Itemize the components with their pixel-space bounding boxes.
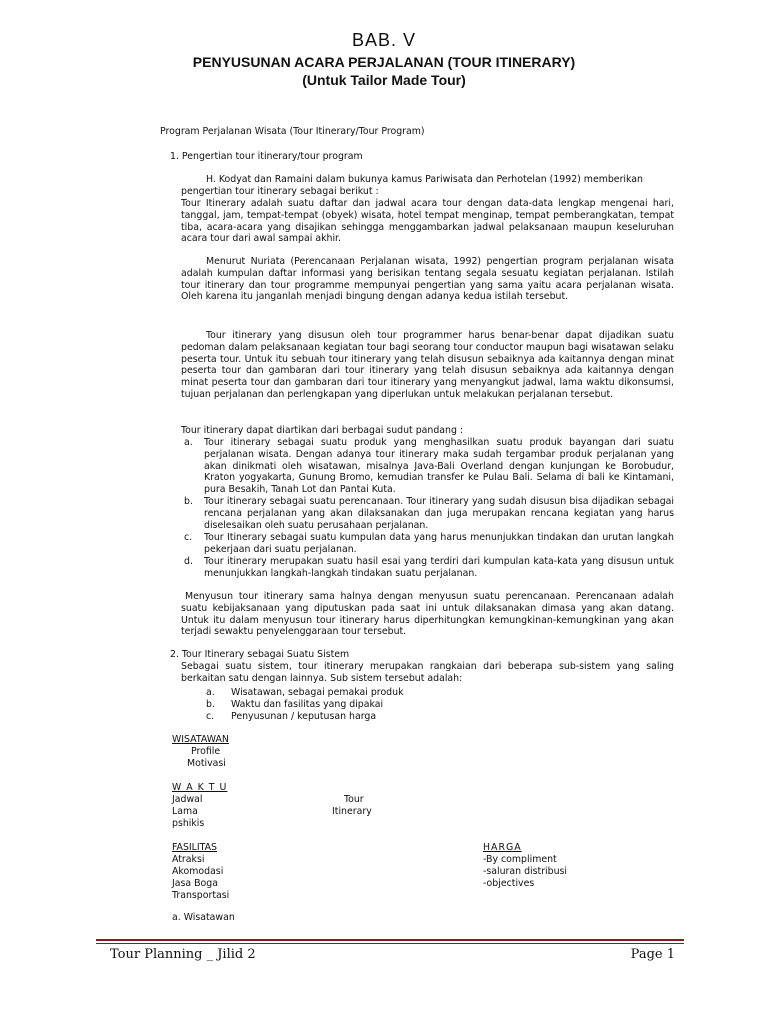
chapter-number: BAB. V	[351, 30, 417, 50]
harga-item: -By compliment	[483, 854, 557, 865]
list-marker: c.	[184, 532, 193, 543]
chapter-title: PENYUSUNAN ACARA PERJALANAN (TOUR ITINERARY)	[192, 54, 576, 70]
point1-p1-line2: pengertian tour itinerary sebagai berikut :	[181, 186, 379, 197]
list-item: Tour itinerary sebagai suatu produk yang menghasilkan suatu produk bayangan dari suatu perjalanan wisata. Dengan adanya tour itinerary maka sudah tergambar produk perjalanan yang akan dinikmati oleh wisatawan, misalnya Java-Bali Overland dengan kunjungan ke Borobudur, Kraton yogyakarta, Gunung Bromo, kemudian transfer ke Pulau Bali. Selama di bali ke Kintamani, pura Besakih, Tanah Lot dan Pantai Kuta.	[204, 437, 674, 496]
waktu-item: Lama	[172, 806, 198, 817]
harga-label: HARGA	[483, 842, 522, 853]
list-item: Tour Itinerary sebagai suatu kumpulan data yang harus menunjukkan tindakan dan urutan langkah pekerjaan dari suatu perjalanan.	[204, 532, 674, 555]
waktu-item: pshikis	[172, 818, 205, 829]
list-item: Tour itinerary sebagai suatu perencanaan. Tour itinerary yang sudah disusun bisa dijadikan sebagai rencana perjalanan yang akan dilaksanakan dan juga merupakan rencana kegiatan yang harus diselesaikan oleh suatu perusahaan perjalanan.	[204, 496, 674, 531]
wisatawan-label: WISATAWAN	[172, 734, 229, 745]
wisatawan-item: Profile	[191, 746, 221, 757]
waktu-item: Jadwal	[172, 794, 203, 805]
footer-title: Tour Planning _ Jilid 2	[110, 947, 256, 962]
subsystem-item: Wisatawan, sebagai pemakai produk	[231, 687, 404, 698]
chapter-subtitle: (Untuk Tailor Made Tour)	[302, 72, 466, 88]
point1-paragraph4: Menyusun tour itinerary sama halnya dengan menyusun suatu perencanaan. Perencanaan adalah suatu kebijaksanaan yang diputuskan pada saat ini untuk dilaksanakan dimasa yang akan datang. Untuk itu dalam menyusun tour itinerary harus diperhitungkan kemungkinan-kemungkinan yang akan terjadi sewaktu penyelenggaraan tour tersebut.	[181, 591, 674, 638]
harga-item: -objectives	[483, 878, 535, 889]
point1-paragraph3: Tour itinerary yang disusun oleh tour programmer harus benar-benar dapat dijadikan suatu pedoman dalam pelaksanaan kegiatan tour bagi seorang tour conductor maupun bagi wisatawan selaku peserta tour. Untuk itu sebuah tour itinerary yang telah disusun sebaiknya ada kaitannya dengan minat peserta tour dan gambaran dari tour itinerary yang telah disusun sebaiknya ada kaitannya dengan minat peserta tour dan gambaran dari tour itinerary yang menyangkut jadwal, lama waktu dikonsumsi, tujuan perjalanan dan perlengkapan yang diperlukan untuk melakukan perjalanan tersebut.	[181, 330, 674, 400]
list-marker: d.	[184, 556, 193, 567]
harga-item: -saluran distribusi	[483, 866, 568, 877]
wisatawan-item: Motivasi	[187, 758, 226, 769]
fasilitas-item: Akomodasi	[172, 866, 224, 877]
subsystem-marker: b.	[206, 699, 215, 710]
point1-heading: 1. Pengertian tour itinerary/tour program	[170, 151, 363, 162]
point1-paragraph2: Menurut Nuriata (Perencanaan Perjalanan wisata, 1992) pengertian program perjalanan wisata adalah kumpulan daftar informasi yang berisikan tentang segala sesuatu kegiatan perjalanan. Istilah tour itinerary dan tour programme mempunyai pengertian yang sama yaitu acara perjalanan wisata. Oleh karena itu janganlah menjadi bingung dengan adanya kedua istilah tersebut.	[181, 256, 674, 303]
list-marker: b.	[184, 496, 193, 507]
waktu-label: W A K T U	[172, 782, 228, 793]
section-heading: Program Perjalanan Wisata (Tour Itinerary/Tour Program)	[160, 126, 425, 137]
point1-definition: Tour Itinerary adalah suatu daftar dan jadwal acara tour dengan data-data lengkap mengenai hari, tanggal, jam, tempat-tempat (obyek) wisata, hotel tempat menginap, tempat pemberangkatan, tempat tiba, acara-acara yang disajikan sehingga menggambarkan jadwal pelaksanaan maupun keseluruhan acara tour dari awal sampai akhir.	[181, 198, 674, 245]
footer-rule-thin	[96, 943, 684, 944]
subsystem-marker: c.	[206, 711, 215, 722]
fasilitas-item: Jasa Boga	[172, 878, 218, 889]
point2-paragraph: Sebagai suatu sistem, tour itinerary merupakan rangkaian dari beberapa sub-sistem yang saling berkaitan satu dengan lainnya. Sub sistem tersebut adalah:	[181, 661, 674, 684]
list-item: Tour itinerary merupakan suatu hasil esai yang terdiri dari kumpulan kata-kata yang disusun untuk menunjukkan langkah-langkah tindakan suatu perjalanan.	[204, 556, 674, 579]
subsystem-item: Penyusunan / keputusan harga	[231, 711, 377, 722]
fasilitas-item: Atraksi	[172, 854, 205, 865]
subsystem-item: Waktu dan fasilitas yang dipakai	[231, 699, 384, 710]
footer-rule	[96, 939, 684, 941]
fasilitas-label: FASILITAS	[172, 842, 218, 853]
center-label: Tour	[344, 794, 364, 805]
point1-p1-line1: H. Kodyat dan Ramaini dalam bukunya kamus Pariwisata dan Perhotelan (1992) memberikan	[206, 174, 643, 185]
list-marker: a.	[184, 437, 193, 448]
point1-list-intro: Tour itinerary dapat diartikan dari berbagai sudut pandang :	[181, 425, 464, 436]
last-line: a. Wisatawan	[172, 912, 235, 923]
fasilitas-item: Transportasi	[172, 890, 230, 901]
point2-heading: 2. Tour Itinerary sebagai Suatu Sistem	[170, 649, 350, 660]
center-label: Itinerary	[332, 806, 372, 817]
page-number: Page 1	[630, 947, 675, 962]
subsystem-marker: a.	[206, 687, 215, 698]
